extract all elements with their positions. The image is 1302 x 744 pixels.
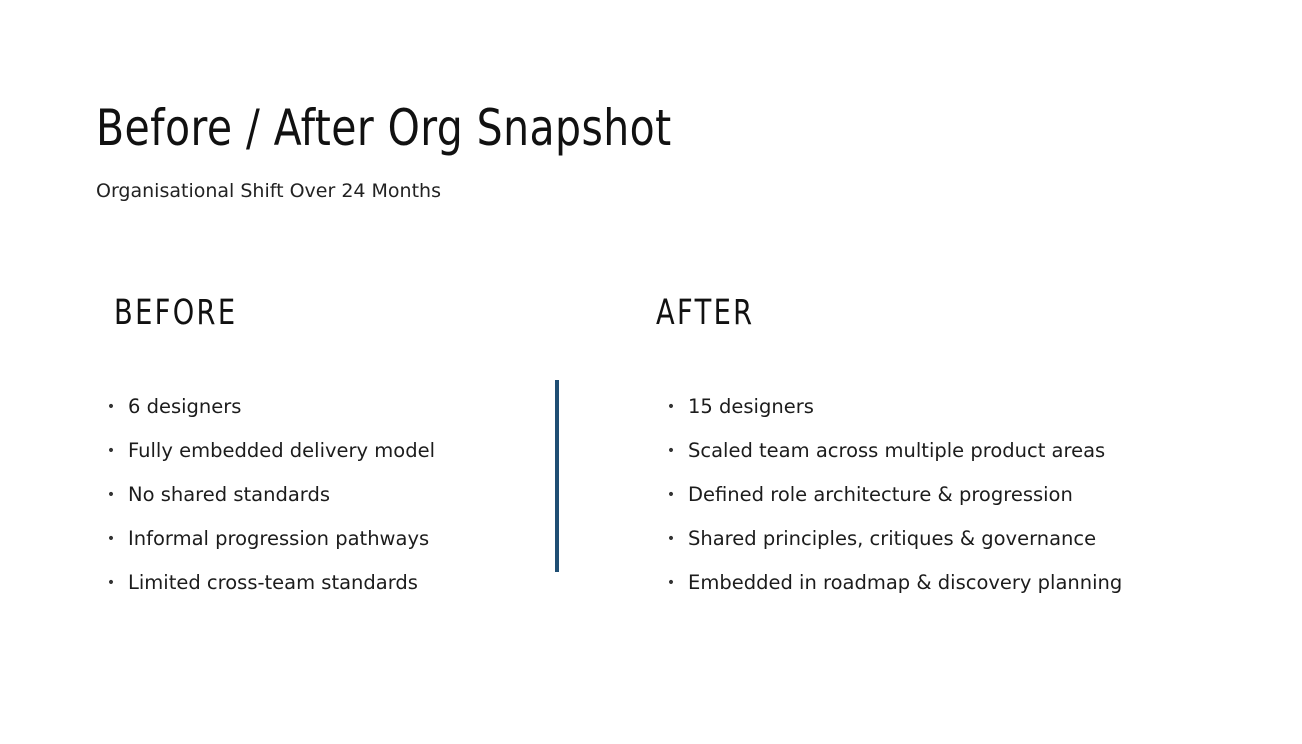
- before-list: [106, 389, 435, 609]
- after-list-item: [666, 433, 1122, 477]
- after-list: [666, 389, 1122, 609]
- bullet-icon: •: [106, 443, 116, 459]
- before-item-text: 6 designers: [128, 395, 242, 418]
- before-item-text: Limited cross-team standards: [128, 571, 418, 594]
- before-heading: BEFORE: [114, 293, 238, 333]
- before-list-item: [106, 565, 435, 609]
- bullet-icon: •: [106, 487, 116, 503]
- before-list-item: [106, 389, 435, 433]
- bullet-icon: •: [106, 399, 116, 415]
- after-list-item: [666, 565, 1122, 609]
- after-item-text: Scaled team across multiple product areas: [688, 439, 1106, 462]
- page-subtitle: Organisational Shift Over 24 Months: [96, 180, 441, 202]
- before-list-item: [106, 433, 435, 477]
- before-item-text: No shared standards: [128, 483, 330, 506]
- after-item-text: Shared principles, critiques & governance: [688, 527, 1097, 550]
- after-heading: AFTER: [656, 293, 755, 333]
- before-list-item: [106, 477, 435, 521]
- bullet-icon: •: [666, 575, 676, 591]
- after-item-text: 15 designers: [688, 395, 814, 418]
- column-divider: [555, 380, 559, 572]
- bullet-icon: •: [666, 531, 676, 547]
- before-item-text: Fully embedded delivery model: [128, 439, 436, 462]
- page-title: Before / After Org Snapshot: [96, 99, 672, 157]
- bullet-icon: •: [666, 443, 676, 459]
- after-list-item: [666, 389, 1122, 433]
- after-item-text: Embedded in roadmap & discovery planning: [688, 571, 1123, 594]
- before-item-text: Informal progression pathways: [128, 527, 430, 550]
- before-list-item: [106, 521, 435, 565]
- bullet-icon: •: [106, 575, 116, 591]
- bullet-icon: •: [666, 487, 676, 503]
- after-item-text: Defined role architecture & progression: [688, 483, 1073, 506]
- bullet-icon: •: [106, 531, 116, 547]
- bullet-icon: •: [666, 399, 676, 415]
- after-list-item: [666, 477, 1122, 521]
- after-list-item: [666, 521, 1122, 565]
